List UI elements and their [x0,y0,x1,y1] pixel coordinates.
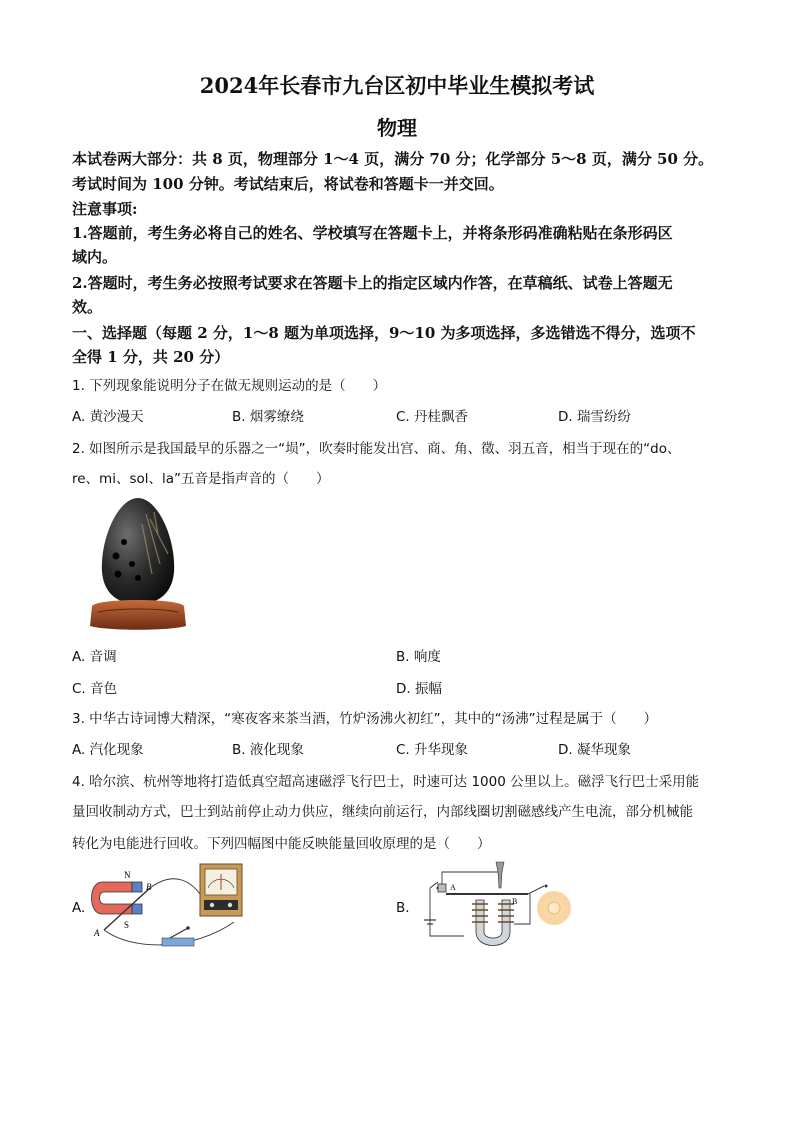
q3-option-a: A. 汽化现象 [72,742,144,758]
subject-title: 物理 [377,116,417,140]
q4-option-b-label: B. [396,900,410,916]
q1-option-a: A. 黄沙漫天 [72,409,144,425]
q2-option-a: A. 音调 [72,649,117,665]
q4-option-a-label: A. [72,900,86,916]
q1-option-b: B. 烟雾缭绕 [232,409,304,425]
fig-a-label-a: A [94,928,100,938]
fig-b-label-a: A [450,883,456,892]
q1-option-d: D. 瑞雪纷纷 [558,409,631,425]
section-heading-a: 一、选择题（每题 2 分，1～8 题为单项选择，9～10 为多项选择，多选错选不得分，选项不 [72,324,696,342]
exam-title: 2024年长春市九台区初中毕业生模拟考试 [199,73,595,98]
fig-b-label-b: B [512,897,518,906]
q4-stem-b: 量回收制动方式，巴士到站前停止动力供应，继续向前运行，内部线圈切割磁感线产生电流，部分机械能 [72,804,693,820]
generator-experiment-figure [84,860,274,952]
q2-option-d: D. 振幅 [396,681,442,697]
q3-option-b: B. 液化现象 [232,742,304,758]
fig-a-label-b: B [146,882,152,892]
xun-instrument-image [88,494,188,634]
notice-title: 注意事项: [72,200,138,218]
q1-stem: 1. 下列现象能说明分子在做无规则运动的是（ ） [72,378,387,394]
note-1-line-a: 1.答题前，考生务必将自己的姓名、学校填写在答题卡上，并将条形码准确粘贴在条形码区 [72,224,673,242]
electromagnetic-relay-figure [420,858,580,954]
q4-stem-a: 4. 哈尔滨、杭州等地将打造低真空超高速磁浮飞行巴士，时速可达 1000 公里以上。磁浮飞行巴士采用能 [72,774,700,790]
fig-a-label-s: S [124,920,130,930]
intro-line-1: 本试卷两大部分：共 8 页，物理部分 1～4 页，满分 70 分；化学部分 5～8 页，满分 50 分。 [72,150,714,168]
section-heading-b: 全得 1 分，共 20 分） [72,348,230,366]
q2-stem-b: re、mi、sol、la”五音是指声音的（ ） [72,471,330,487]
intro-line-2: 考试时间为 100 分钟。考试结束后，将试卷和答题卡一并交回。 [72,175,504,193]
note-2-line-b: 效。 [72,298,103,316]
fig-a-label-n: N [124,870,131,880]
q2-option-b: B. 响度 [396,649,441,665]
q2-stem-a: 2. 如图所示是我国最早的乐器之一“埙”，吹奏时能发出宫、商、角、徵、羽五音，相当于现在的“do、 [72,441,681,457]
q4-stem-c: 转化为电能进行回收。下列四幅图中能反映能量回收原理的是（ ） [72,836,491,852]
q1-option-c: C. 丹桂飘香 [396,409,469,425]
q3-option-d: D. 凝华现象 [558,742,631,758]
note-2-line-a: 2.答题时，考生务必按照考试要求在答题卡上的指定区域内作答，在草稿纸、试卷上答题无 [72,274,673,292]
q3-stem: 3. 中华古诗词博大精深，“寒夜客来茶当酒，竹炉汤沸火初红”，其中的“汤沸”过程是属于（ ） [72,711,658,727]
note-1-line-b: 域内。 [72,248,118,266]
q3-option-c: C. 升华现象 [396,742,469,758]
q2-option-c: C. 音色 [72,681,118,697]
